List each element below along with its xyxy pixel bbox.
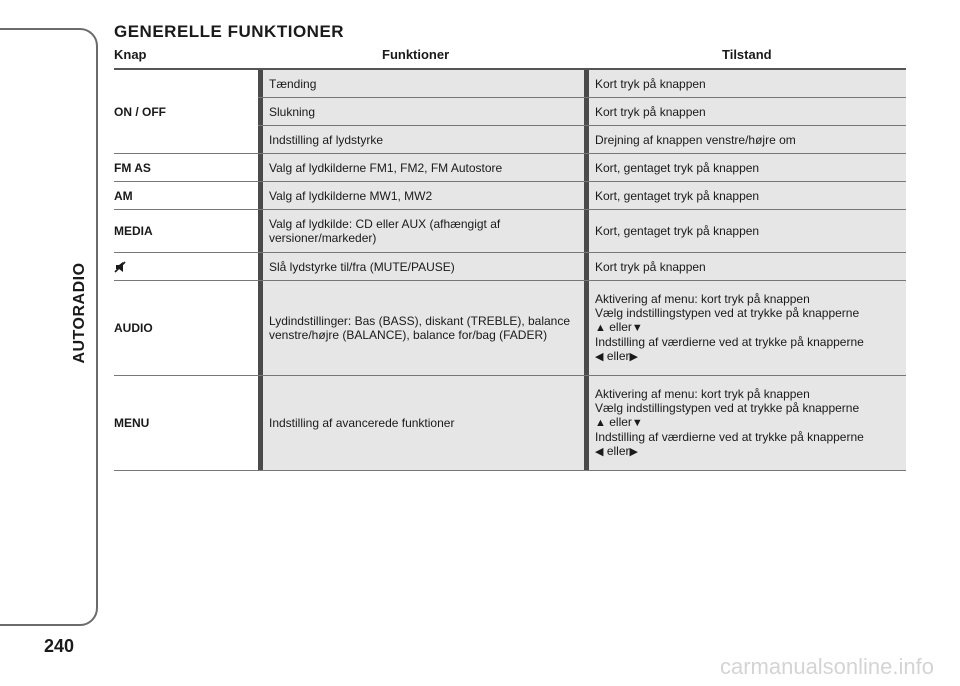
functions-table bbox=[114, 68, 906, 471]
key-am: AM bbox=[114, 188, 133, 203]
arrow-left-icon: ◀ bbox=[595, 351, 604, 363]
table-row bbox=[258, 70, 906, 97]
key-onoff: ON / OFF bbox=[114, 104, 166, 119]
key-menu: MENU bbox=[114, 416, 150, 430]
table-row-menu bbox=[114, 376, 906, 471]
header-tilstand: Tilstand bbox=[722, 47, 772, 62]
watermark: carmanualsonline.info bbox=[719, 654, 934, 679]
state-line: ◀ eller▶ bbox=[595, 444, 638, 458]
function-cell: Indstilling af lydstyrke bbox=[258, 126, 584, 153]
mute-speaker-icon bbox=[114, 261, 126, 273]
state-line: ▲ eller▼ bbox=[595, 415, 643, 429]
function-cell: Valg af lydkilderne FM1, FM2, FM Autostore bbox=[258, 154, 584, 181]
table-row-audio bbox=[114, 281, 906, 376]
arrow-down-icon: ▼ bbox=[631, 322, 643, 334]
state-line: Aktivering af menu: kort tryk på knappen bbox=[595, 387, 810, 401]
state-line: Vælg indstillingstypen ved at trykke på knapperne bbox=[595, 401, 860, 415]
table-row bbox=[258, 97, 906, 125]
function-line: Valg af lydkilde: CD eller AUX (afhængigt af bbox=[269, 217, 501, 231]
header-funktioner: Funktioner bbox=[382, 47, 450, 62]
state-line: Vælg indstillingstypen ved at trykke på knapperne bbox=[595, 306, 860, 320]
function-cell bbox=[258, 210, 584, 252]
function-cell: Valg af lydkilderne MW1, MW2 bbox=[258, 182, 584, 209]
state-line: ▲ eller▼ bbox=[595, 320, 643, 334]
function-cell: Slå lydstyrke til/fra (MUTE/PAUSE) bbox=[258, 253, 584, 280]
function-line: versioner/markeder) bbox=[269, 231, 377, 245]
state-line: Aktivering af menu: kort tryk på knappen bbox=[595, 292, 810, 306]
arrow-up-icon: ▲ bbox=[595, 417, 606, 429]
state-line: Indstilling af værdierne ved at trykke på knapperne bbox=[595, 335, 864, 349]
page-number: 240 bbox=[44, 636, 75, 656]
table-row-fmas bbox=[114, 154, 906, 182]
state-line: Indstilling af værdierne ved at trykke på knapperne bbox=[595, 430, 864, 444]
header-knap: Knap bbox=[114, 47, 147, 62]
state-cell bbox=[584, 376, 906, 470]
table-row bbox=[258, 125, 906, 153]
function-line: venstre/højre (BALANCE), balance for/bag (FADER) bbox=[269, 328, 548, 342]
function-cell bbox=[258, 281, 584, 375]
state-cell: Kort tryk på knappen bbox=[584, 253, 906, 280]
state-cell: Kort, gentaget tryk på knappen bbox=[584, 210, 906, 252]
side-chapter-label: AUTORADIO bbox=[71, 262, 88, 364]
key-fmas: FM AS bbox=[114, 160, 151, 175]
function-cell: Tænding bbox=[258, 70, 584, 97]
arrow-left-icon: ◀ bbox=[595, 446, 604, 458]
state-cell: Kort, gentaget tryk på knappen bbox=[584, 182, 906, 209]
table-row-mute bbox=[114, 253, 906, 281]
table-row-media bbox=[114, 210, 906, 253]
state-cell: Kort, gentaget tryk på knappen bbox=[584, 154, 906, 181]
table-row-onoff bbox=[114, 70, 906, 154]
function-line: Lydindstillinger: Bas (BASS), diskant (TREBLE), balance bbox=[269, 314, 571, 328]
key-audio: AUDIO bbox=[114, 321, 153, 335]
key-mute bbox=[114, 253, 258, 280]
arrow-up-icon: ▲ bbox=[595, 322, 606, 334]
arrow-right-icon: ▶ bbox=[629, 446, 638, 458]
function-cell: Indstilling af avancerede funktioner bbox=[258, 376, 584, 470]
state-cell bbox=[584, 281, 906, 375]
arrow-down-icon: ▼ bbox=[631, 417, 643, 429]
state-cell: Drejning af knappen venstre/højre om bbox=[584, 126, 906, 153]
function-cell: Slukning bbox=[258, 98, 584, 125]
state-cell: Kort tryk på knappen bbox=[584, 98, 906, 125]
section-title: GENERELLE FUNKTIONER bbox=[114, 22, 345, 41]
table-row-am bbox=[114, 182, 906, 210]
state-line: ◀ eller▶ bbox=[595, 349, 638, 363]
arrow-right-icon: ▶ bbox=[629, 351, 638, 363]
state-cell: Kort tryk på knappen bbox=[584, 70, 906, 97]
key-media: MEDIA bbox=[114, 224, 153, 238]
